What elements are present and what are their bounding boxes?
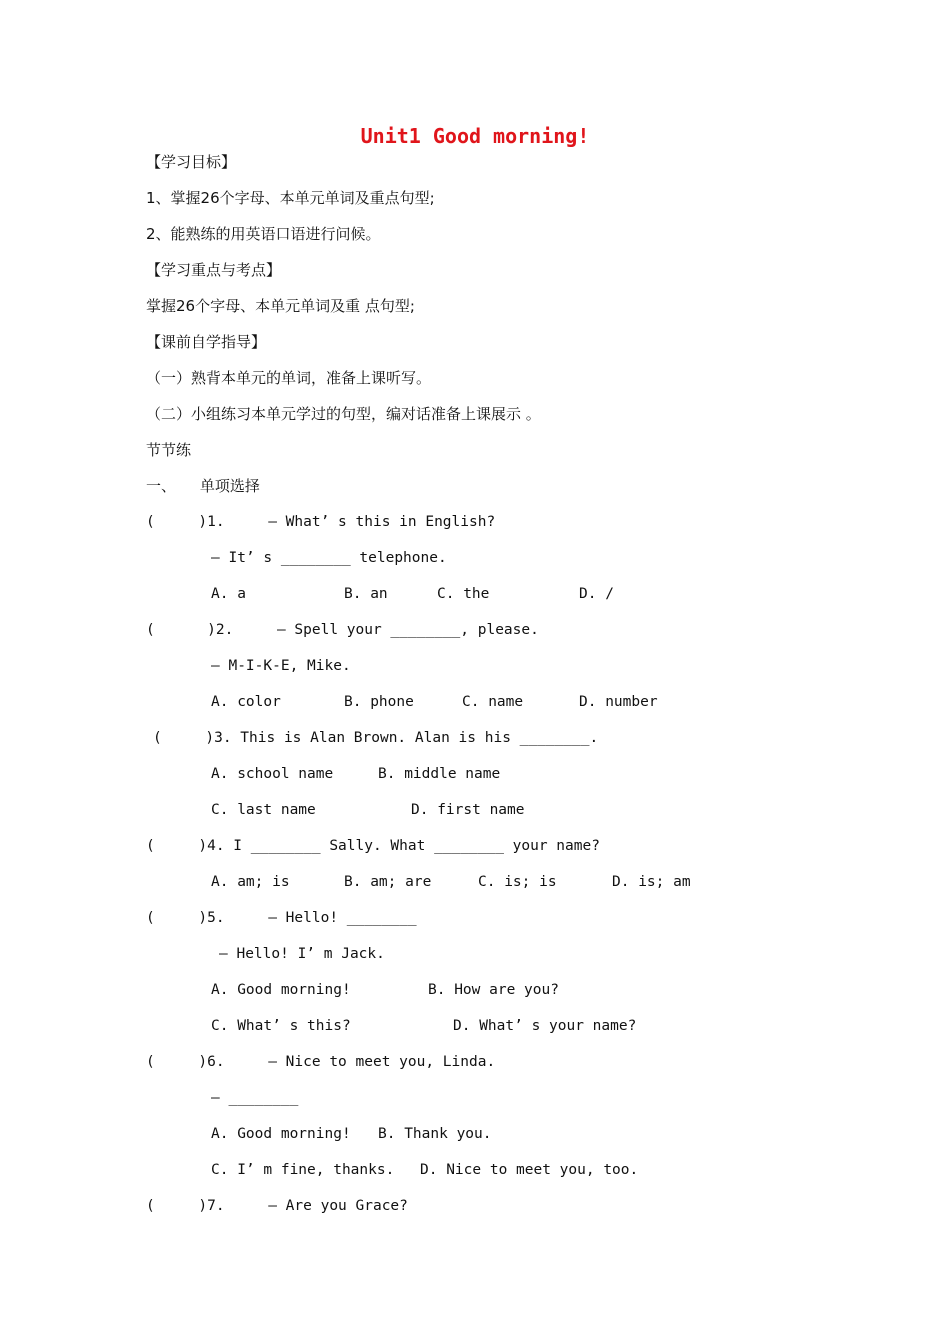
question-2-line2: — M-I-K-E, Mike. bbox=[211, 658, 351, 674]
focus-header: 【学习重点与考点】 bbox=[146, 261, 282, 279]
question-5-option-c: C. What’ s this? bbox=[211, 1018, 351, 1034]
question-4-option-d: D. is; am bbox=[612, 874, 691, 890]
question-2-stem: ( )2. — Spell your ________, please. bbox=[146, 622, 539, 638]
question-6-stem: ( )6. — Nice to meet you, Linda. bbox=[146, 1054, 496, 1070]
question-4-option-b: B. am; are bbox=[344, 874, 432, 890]
question-6-option-c: C. I’ m fine, thanks. bbox=[211, 1162, 395, 1178]
question-3-option-b: B. middle name bbox=[378, 766, 501, 782]
part-one-header: 一、 单项选择 bbox=[146, 477, 260, 495]
question-6-option-a: A. Good morning! bbox=[211, 1126, 351, 1142]
question-3-option-a: A. school name bbox=[211, 766, 334, 782]
question-5-line2: — Hello! I’ m Jack. bbox=[219, 946, 385, 962]
goals-header: 【学习目标】 bbox=[146, 153, 237, 171]
question-6-option-b: B. Thank you. bbox=[378, 1126, 492, 1142]
question-5-stem: ( )5. — Hello! ________ bbox=[146, 910, 417, 926]
question-1-option-d: D. / bbox=[579, 586, 614, 602]
question-5-option-b: B. How are you? bbox=[428, 982, 559, 998]
question-6-line2: — ________ bbox=[211, 1090, 299, 1106]
question-1-option-b: B. an bbox=[344, 586, 388, 602]
question-7-stem: ( )7. — Are you Grace? bbox=[146, 1198, 408, 1214]
question-1-option-a: A. a bbox=[211, 586, 246, 602]
question-4-option-c: C. is; is bbox=[478, 874, 557, 890]
question-5-option-a: A. Good morning! bbox=[211, 982, 351, 998]
question-5-option-d: D. What’ s your name? bbox=[453, 1018, 637, 1034]
question-1-line2: — It’ s ________ telephone. bbox=[211, 550, 447, 566]
question-1-stem: ( )1. — What’ s this in English? bbox=[146, 514, 496, 530]
question-3-option-c: C. last name bbox=[211, 802, 316, 818]
guide-item-1: （一）熟背本单元的单词，准备上课听写。 bbox=[146, 369, 432, 387]
focus-text: 掌握26个字母、本单元单词及重 点句型; bbox=[146, 297, 415, 315]
page-title: Unit1 Good morning! bbox=[360, 124, 590, 148]
guide-header: 【课前自学指导】 bbox=[146, 333, 267, 351]
question-2-option-c: C. name bbox=[462, 694, 524, 710]
question-2-option-b: B. phone bbox=[344, 694, 414, 710]
question-1-option-c: C. the bbox=[437, 586, 490, 602]
guide-item-2: （二）小组练习本单元学过的句型，编对话准备上课展示 。 bbox=[146, 405, 541, 423]
question-4-option-a: A. am; is bbox=[211, 874, 290, 890]
question-4-stem: ( )4. I ________ Sally. What ________ your name? bbox=[146, 838, 600, 854]
goal-item-1: 1、掌握26个字母、本单元单词及重点句型; bbox=[146, 189, 435, 207]
practice-header: 节节练 bbox=[146, 441, 192, 459]
question-2-option-a: A. color bbox=[211, 694, 281, 710]
goal-item-2: 2、能熟练的用英语口语进行问候。 bbox=[146, 225, 381, 243]
question-2-option-d: D. number bbox=[579, 694, 658, 710]
question-3-option-d: D. first name bbox=[411, 802, 525, 818]
question-3-stem: ( )3. This is Alan Brown. Alan is his ________. bbox=[153, 730, 599, 746]
question-6-option-d: D. Nice to meet you, too. bbox=[420, 1162, 639, 1178]
